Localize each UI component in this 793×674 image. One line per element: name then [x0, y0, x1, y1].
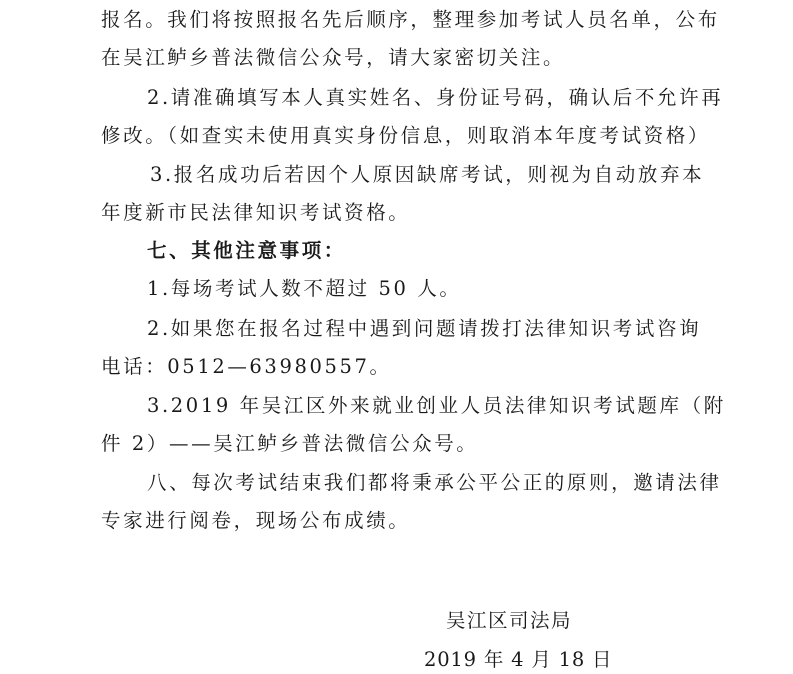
section-heading: 七、其他注意事项： [147, 239, 346, 262]
paragraph-line: 在吴江鲈乡普法微信公众号，请大家密切关注。 [101, 46, 566, 69]
list-item-line: 3.2019 年吴江区外来就业创业人员法律知识考试题库（附 [147, 394, 726, 417]
list-item-line: 件 2）——吴江鲈乡普法微信公众号。 [101, 432, 479, 455]
signature-org: 吴江区司法局 [446, 609, 573, 632]
list-item-line: 2.如果您在报名过程中遇到问题请拨打法律知识考试咨询 [147, 317, 702, 340]
list-item-line: 修改。（如查实未使用真实身份信息，则取消本年度考试资格） [101, 124, 711, 147]
list-item-line: 2.请准确填写本人真实姓名、身份证号码，确认后不允许再 [147, 86, 724, 109]
signature-date: 2019 年 4 月 18 日 [424, 648, 613, 671]
section-paragraph-line: 专家进行阅卷，现场公布成绩。 [101, 509, 411, 532]
list-item-line: 年度新市民法律知识考试资格。 [101, 201, 411, 224]
section-paragraph-line: 八、每次考试结束我们都将秉承公平公正的原则，邀请法律 [147, 471, 722, 494]
list-item-line: 电话：0512—63980557。 [101, 355, 392, 378]
list-item-line: 1.每场考试人数不超过 50 人。 [147, 277, 462, 300]
paragraph-line: 报名。我们将按照报名先后顺序，整理参加考试人员名单，公布 [101, 8, 720, 31]
list-item-line: 3.报名成功后若因个人原因缺席考试，则视为自动放弃本 [150, 163, 705, 186]
